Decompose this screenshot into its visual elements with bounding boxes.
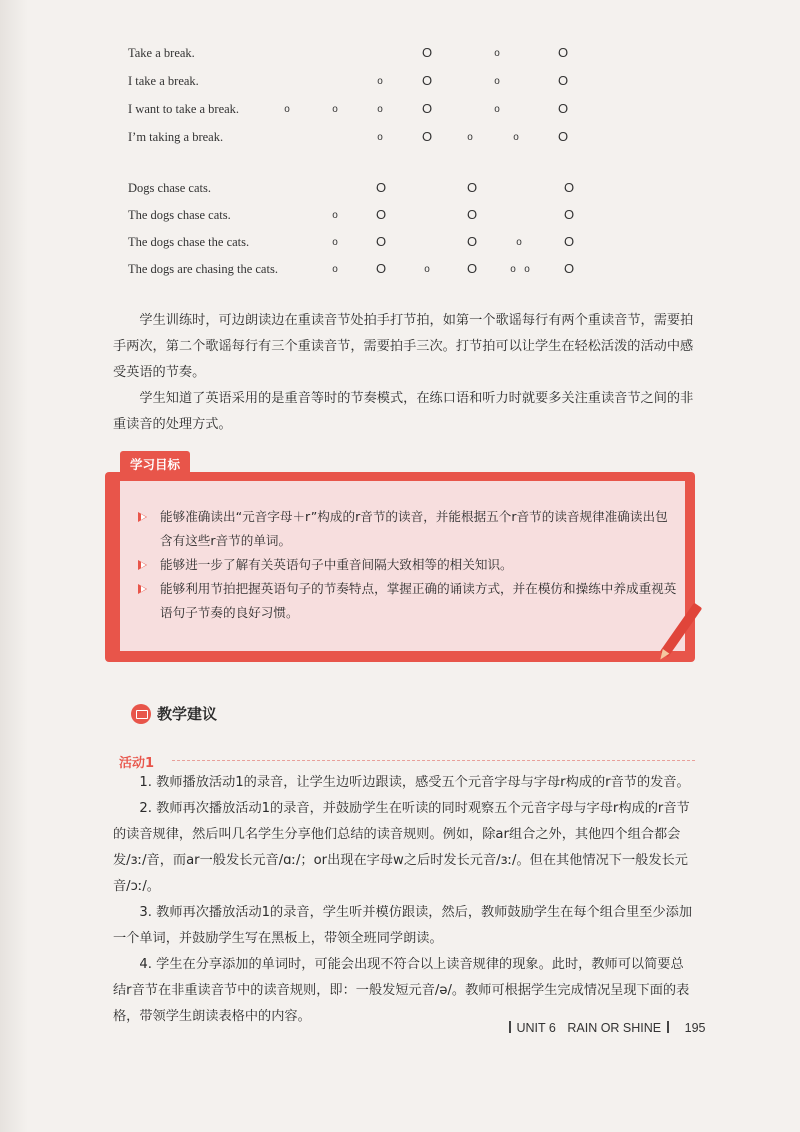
goal-text: 能够进一步了解有关英语句子中重音间隔大致相等的相关知识。: [160, 557, 513, 572]
stressed-beat-mark: O: [421, 45, 433, 60]
goals-tag: 学习目标: [120, 451, 190, 477]
rhythm-line: [0, 74, 800, 94]
stressed-beat-mark: O: [375, 261, 387, 276]
unstressed-beat-mark: o: [377, 104, 383, 115]
unstressed-beat-mark: o: [494, 76, 500, 87]
footer-divider: [509, 1021, 511, 1033]
unstressed-beat-mark: o: [510, 264, 516, 275]
paragraph: 学生知道了英语采用的是重音等时的节奏模式，在练口语和听力时就要多关注重读音节之间的非重读音的处理方式。: [113, 391, 694, 432]
footer-divider: [667, 1021, 669, 1033]
rhythm-sentence: Dogs chase cats.: [128, 181, 211, 195]
stressed-beat-mark: O: [466, 180, 478, 195]
unstressed-beat-mark: o: [332, 237, 338, 248]
rhythm-sentence: The dogs chase the cats.: [128, 235, 250, 249]
unstressed-beat-mark: o: [332, 210, 338, 221]
goal-item: [138, 505, 678, 553]
stressed-beat-mark: O: [421, 129, 433, 144]
goal-item: [138, 553, 678, 577]
unstressed-beat-mark: o: [513, 132, 519, 143]
activity-paragraph: 3. 教师再次播放活动1的录音，学生听并模仿跟读，然后，教师鼓励学生在每个组合里至少添加一个单词，并鼓励学生写在黑板上，带领全班同学朗读。: [113, 905, 693, 946]
unstressed-beat-mark: o: [467, 132, 473, 143]
activity-paragraph: 2. 教师再次播放活动1的录音，并鼓励学生在听读的同时观察五个元音字母与字母r构成的r音节的读音规律，然后叫几名学生分享他们总结的读音规则。例如，除ar组合之外，其他四个组合都会发/ɜː/音，而ar一般发长元音/ɑː/；or出现在字母w之后时发长元音/ɜː/。但在其他情况下一般发长元音/ɔː/。: [113, 801, 690, 894]
rhythm-line: [0, 208, 800, 228]
stressed-beat-mark: O: [557, 129, 569, 144]
rhythm-line: [0, 130, 800, 150]
goal-item: [138, 577, 678, 625]
activity-text: [113, 770, 695, 1030]
unstressed-beat-mark: o: [377, 76, 383, 87]
rhythm-sentence: The dogs chase cats.: [128, 208, 231, 222]
rhythm-sentence: I want to take a break.: [128, 102, 240, 116]
rhythm-line: [0, 181, 800, 201]
rhythm-sentence: Take a break.: [128, 46, 195, 60]
body-text: [113, 308, 695, 438]
goal-text: 能够准确读出“元音字母＋r”构成的r音节的读音，并能根据五个r音节的读音规律准确读出包含有这些r音节的单词。: [160, 509, 668, 548]
paragraph: 学生训练时，可边朗读边在重读音节处拍手打节拍，如第一个歌谣每行有两个重读音节，需要拍手两次，第二个歌谣每行有三个重读音节，需要拍手三次。打节拍可以让学生在轻松活泼的活动中感受英语的节奏。: [113, 313, 694, 380]
stressed-beat-mark: O: [557, 101, 569, 116]
stressed-beat-mark: O: [375, 234, 387, 249]
goal-text: 能够利用节拍把握英语句子的节奏特点，掌握正确的诵读方式，并在模仿和操练中养成重视英语句子节奏的良好习惯。: [160, 581, 677, 620]
stressed-beat-mark: O: [557, 73, 569, 88]
stressed-beat-mark: O: [563, 180, 575, 195]
unstressed-beat-mark: o: [494, 48, 500, 59]
section-title: 教学建议: [157, 705, 218, 723]
footer-title: RAIN OR SHINE: [567, 1021, 662, 1035]
stressed-beat-mark: O: [375, 207, 387, 222]
stressed-beat-mark: O: [466, 261, 478, 276]
stressed-beat-mark: O: [563, 207, 575, 222]
stressed-beat-mark: O: [375, 180, 387, 195]
stressed-beat-mark: O: [563, 234, 575, 249]
unstressed-beat-mark: o: [332, 104, 338, 115]
stressed-beat-mark: O: [563, 261, 575, 276]
activity-paragraph: 4. 学生在分享添加的单词时，可能会出现不符合以上读音规律的现象。此时，教师可以简要总结r音节在非重读音节中的读音规则，即：一般发短元音/ə/。教师可根据学生完成情况呈现下面的表格，带领学生朗读表格中的内容。: [113, 957, 690, 1024]
stressed-beat-mark: O: [466, 207, 478, 222]
stressed-beat-mark: O: [421, 73, 433, 88]
rhythm-sentence: I take a break.: [128, 74, 199, 88]
activity-title: 活动1: [119, 756, 155, 771]
unstressed-beat-mark: o: [524, 264, 530, 275]
footer-unit: UNIT 6: [516, 1021, 556, 1035]
page-gutter-shadow: [0, 0, 28, 1132]
stressed-beat-mark: O: [557, 45, 569, 60]
unstressed-beat-mark: o: [424, 264, 430, 275]
stressed-beat-mark: O: [421, 101, 433, 116]
rhythm-line: [0, 235, 800, 255]
dashed-divider: [172, 760, 695, 761]
triangle-bullet-icon: [138, 512, 147, 522]
rhythm-sentence: The dogs are chasing the cats.: [128, 262, 278, 276]
goals-list: [138, 505, 678, 625]
stressed-beat-mark: O: [466, 234, 478, 249]
unstressed-beat-mark: o: [494, 104, 500, 115]
triangle-bullet-icon: [138, 584, 147, 594]
page-footer: [503, 1021, 705, 1035]
unstressed-beat-mark: o: [516, 237, 522, 248]
unstressed-beat-mark: o: [332, 264, 338, 275]
unstressed-beat-mark: o: [284, 104, 290, 115]
activity-paragraph: 1. 教师播放活动1的录音，让学生边听边跟读，感受五个元音字母与字母r构成的r音节的发音。: [139, 775, 690, 790]
rhythm-sentence: I’m taking a break.: [128, 130, 224, 144]
page-number: 195: [684, 1021, 706, 1035]
rhythm-line: [0, 262, 800, 282]
unstressed-beat-mark: o: [377, 132, 383, 143]
triangle-bullet-icon: [138, 560, 147, 570]
teaching-section-icon: [131, 704, 151, 724]
rhythm-line: [0, 102, 800, 122]
rhythm-line: [0, 46, 800, 66]
